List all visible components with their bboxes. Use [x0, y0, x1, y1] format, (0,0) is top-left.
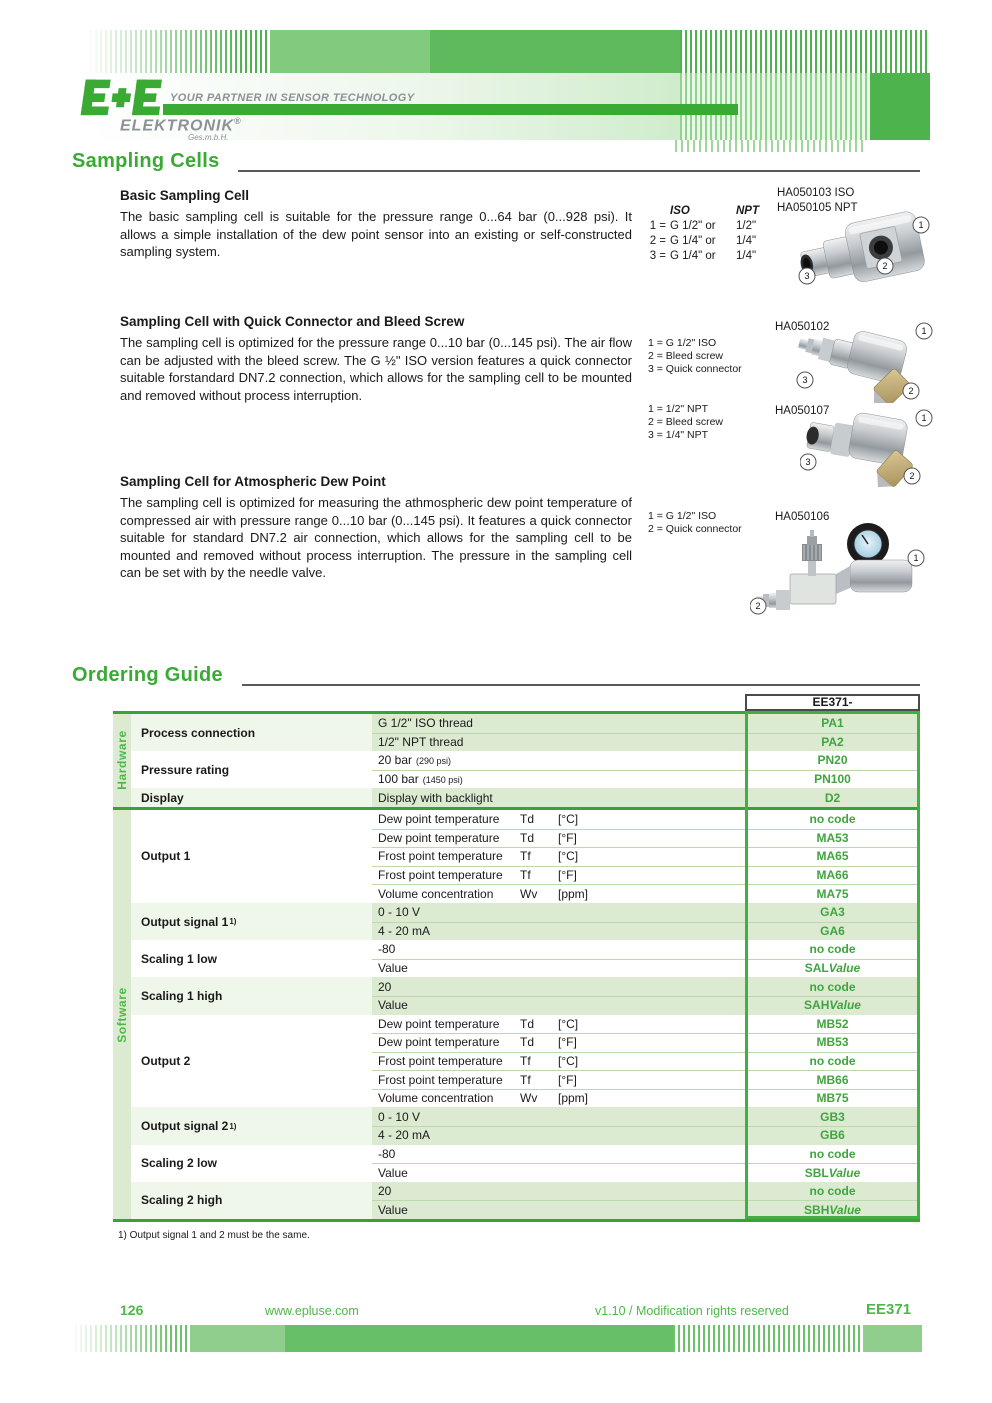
option-row: [372, 810, 920, 829]
header-banner-top: [85, 30, 930, 73]
option-desc: Dew point temperature Td [°F]: [372, 829, 745, 848]
legend-ha050106: 1 = G 1/2" ISO 2 = Quick connector: [648, 510, 742, 535]
product-photo-atmospheric-cell: [750, 518, 930, 618]
order-code: no code: [745, 810, 920, 829]
option-group: [131, 1145, 920, 1182]
banner-block-right: [870, 73, 930, 140]
option-row: [372, 788, 920, 807]
legend-ha050107: 1 = 1/2" NPT 2 = Bleed screw 3 = 1/4" NPT: [648, 403, 723, 441]
option-row: [372, 770, 920, 789]
option-group: [131, 940, 920, 977]
company-suffix: Ges.m.b.H.: [188, 133, 229, 142]
option-group: [131, 751, 920, 788]
order-code: SAL Value: [745, 959, 920, 978]
option-desc: 20: [372, 977, 745, 996]
ordering-guide-title: Ordering Guide: [72, 664, 223, 686]
option-group: [131, 810, 920, 903]
group-rows: [372, 751, 920, 788]
option-desc: 20: [372, 1182, 745, 1201]
group-rows: [372, 940, 920, 977]
footer-stripes-left: [70, 1325, 190, 1352]
item3-body: The sampling cell is optimized for measuring the athmospheric dew point temperature of compressed air with pressure range 0...10 bar (0...145 psi). It features a quick connector suitable for standard DN7.2 air connection, which allows for the sampling cell to be mounted and removed without process interruption. The pressure in the sampling cell can be set with by the needle valve.: [120, 495, 632, 581]
order-code: GB6: [745, 1126, 920, 1145]
footer-block-right: [863, 1325, 922, 1352]
svg-text:2: 2: [908, 386, 914, 396]
group-rows: [372, 903, 920, 940]
page-number: 126: [120, 1302, 144, 1318]
option-desc: Dew point temperature Td [°F]: [372, 1033, 745, 1052]
option-desc: Frost point temperature Tf [°F]: [372, 866, 745, 885]
option-group: [131, 714, 920, 751]
option-row: [372, 1089, 920, 1108]
option-row: [372, 940, 920, 959]
option-row: [372, 847, 920, 866]
group-label: Output 1: [131, 810, 372, 903]
section-groups: [131, 714, 920, 807]
registered-mark: ®: [234, 116, 242, 126]
svg-text:2: 2: [882, 261, 888, 271]
option-row: [372, 977, 920, 996]
ordering-section-software: [113, 807, 920, 1219]
option-desc: Value: [372, 959, 745, 978]
option-row: [372, 733, 920, 752]
option-desc: 20 bar (290 psi): [372, 751, 745, 770]
group-rows: [372, 1107, 920, 1144]
order-code: GA6: [745, 922, 920, 941]
footer-banner: [70, 1325, 922, 1352]
product-code-ha050106: HA050106: [775, 511, 830, 523]
item2-heading: Sampling Cell with Quick Connector and Bleed Screw: [120, 314, 465, 329]
order-code: PA2: [745, 733, 920, 752]
iso-npt-legend: [636, 204, 776, 264]
option-row: [372, 1126, 920, 1145]
option-row: [372, 714, 920, 733]
option-group: [131, 1107, 920, 1144]
ordering-footnote: 1) Output signal 1 and 2 must be the same.: [118, 1230, 310, 1241]
option-row: [372, 1145, 920, 1164]
footer-block-light: [190, 1325, 285, 1352]
group-rows: [372, 977, 920, 1014]
order-code: no code: [745, 1182, 920, 1201]
logo-underline-bar: [163, 104, 738, 115]
legend-header-row: [636, 204, 776, 219]
option-row: [372, 866, 920, 885]
order-code: D2: [745, 788, 920, 807]
banner-block-light: [270, 30, 430, 73]
order-code: MB52: [745, 1015, 920, 1034]
banner-block-green: [430, 30, 680, 73]
option-desc: Value: [372, 996, 745, 1015]
order-code: GA3: [745, 903, 920, 922]
footer-block-green: [285, 1325, 673, 1352]
option-desc: Display with backlight: [372, 788, 745, 807]
order-code: MA53: [745, 829, 920, 848]
version-note: v1.10 / Modification rights reserved: [595, 1304, 789, 1318]
group-label: Scaling 1 high: [131, 977, 372, 1014]
footer-stripes-right: [673, 1325, 863, 1352]
group-rows: [372, 1015, 920, 1108]
order-code: MA65: [745, 847, 920, 866]
group-label: Scaling 2 high: [131, 1182, 372, 1219]
model-prefix-box: EE371-: [745, 694, 920, 711]
option-desc: 100 bar (1450 psi): [372, 770, 745, 789]
ordering-guide-rule: [242, 684, 920, 686]
group-label: Pressure rating: [131, 751, 372, 788]
order-code: no code: [745, 940, 920, 959]
order-code: no code: [745, 1145, 920, 1164]
group-label: Output signal 1 1): [131, 903, 372, 940]
order-code: PN100: [745, 770, 920, 789]
option-row: [372, 1033, 920, 1052]
svg-text:1: 1: [918, 220, 924, 230]
group-label: Scaling 1 low: [131, 940, 372, 977]
product-photo-basic-cell: [795, 200, 930, 295]
banner-comb-ticks: [675, 140, 865, 152]
legend-row: 2 = G 1/4" or 1/4": [649, 235, 757, 247]
section-strip-label: Hardware: [115, 730, 129, 791]
legend-header-iso: ISO: [670, 205, 690, 217]
option-row: [372, 959, 920, 978]
option-desc: 0 - 10 V: [372, 903, 745, 922]
option-row: [372, 751, 920, 770]
order-code: MA75: [745, 884, 920, 903]
legend-row: 3 = G 1/4" or 1/4": [649, 250, 757, 262]
option-row: [372, 922, 920, 941]
option-desc: Dew point temperature Td [°C]: [372, 1015, 745, 1034]
option-row: [372, 884, 920, 903]
group-rows: [372, 714, 920, 751]
svg-text:1: 1: [913, 553, 919, 563]
legend-row: 1 = G 1/2" or 1/2": [649, 220, 757, 232]
svg-text:3: 3: [802, 375, 808, 385]
order-code: SAH Value: [745, 996, 920, 1015]
option-row: [372, 1052, 920, 1071]
item2-body: The sampling cell is optimized for the pressure range 0...10 bar (0...145 psi). The air flow can be adjusted with the bleed screw. The G ½" ISO version features a quick connector suitable forstandard DN7.2 connection, which allows for the sampling cell to be mounted and removed without process interruption.: [120, 335, 632, 403]
option-row: [372, 1015, 920, 1034]
group-label: Scaling 2 low: [131, 1145, 372, 1182]
svg-text:3: 3: [804, 271, 810, 281]
product-photo-quick-connector-iso: [793, 318, 933, 403]
group-rows: [372, 788, 920, 807]
group-label: Output signal 2 1): [131, 1107, 372, 1144]
option-row: [372, 1163, 920, 1182]
option-desc: 1/2" NPT thread: [372, 733, 745, 752]
sampling-cells-rule: [238, 170, 920, 172]
option-desc: G 1/2" ISO thread: [372, 714, 745, 733]
section-groups: [131, 810, 920, 1219]
group-label: Display: [131, 788, 372, 807]
option-desc: 4 - 20 mA: [372, 922, 745, 941]
group-label: Output 2: [131, 1015, 372, 1108]
banner-stripes-left: [85, 30, 270, 73]
option-row: [372, 1182, 920, 1201]
product-photo-quick-connector-npt: [800, 402, 933, 487]
item1-heading: Basic Sampling Cell: [120, 188, 250, 203]
option-desc: Frost point temperature Tf [°C]: [372, 847, 745, 866]
option-row: [372, 1070, 920, 1089]
svg-text:1: 1: [921, 326, 927, 336]
svg-text:2: 2: [909, 471, 915, 481]
order-code: MA66: [745, 866, 920, 885]
option-row: [372, 903, 920, 922]
ordering-section-hardware: [113, 711, 920, 807]
order-code: no code: [745, 1052, 920, 1071]
product-code-basic-cell: HA050103 ISO HA050105 NPT: [777, 187, 858, 214]
legend-header-npt: NPT: [736, 205, 759, 217]
item3-heading: Sampling Cell for Atmospheric Dew Point: [120, 474, 386, 489]
section-strip: [113, 714, 131, 807]
order-code: GB3: [745, 1107, 920, 1126]
product-code-ha050107: HA050107: [775, 405, 830, 417]
logo-tagline: YOUR PARTNER IN SENSOR TECHNOLOGY: [170, 92, 415, 104]
option-row: [372, 996, 920, 1015]
group-label: Process connection: [131, 714, 372, 751]
option-desc: Value: [372, 1163, 745, 1182]
order-code: SBL Value: [745, 1163, 920, 1182]
svg-text:1: 1: [921, 413, 927, 423]
website-link: www.epluse.com: [265, 1304, 359, 1318]
option-desc: Volume concentration Wv [ppm]: [372, 884, 745, 903]
order-code: SBH Value: [745, 1200, 920, 1219]
legend-ha050102: 1 = G 1/2" ISO 2 = Bleed screw 3 = Quick connector: [648, 337, 742, 375]
product-code-ha050102: HA050102: [775, 321, 830, 333]
option-desc: 4 - 20 mA: [372, 1126, 745, 1145]
option-group: [131, 1182, 920, 1219]
sampling-cells-title: Sampling Cells: [72, 150, 220, 172]
group-rows: [372, 1182, 920, 1219]
option-desc: 0 - 10 V: [372, 1107, 745, 1126]
option-row: [372, 829, 920, 848]
svg-text:3: 3: [805, 457, 811, 467]
option-desc: -80: [372, 1145, 745, 1164]
order-code: PA1: [745, 714, 920, 733]
option-desc: -80: [372, 940, 745, 959]
ee-logo: [78, 76, 170, 120]
group-rows: [372, 810, 920, 903]
item1-body: The basic sampling cell is suitable for the pressure range 0...64 bar (0...928 psi). It allows a simple installation of the dew point sensor into an existing or self-constructed sampling system.: [120, 209, 632, 260]
option-desc: Frost point temperature Tf [°F]: [372, 1070, 745, 1089]
order-code: PN20: [745, 751, 920, 770]
order-code: no code: [745, 977, 920, 996]
section-strip-label: Software: [115, 986, 129, 1043]
svg-text:2: 2: [755, 601, 761, 611]
option-desc: Frost point temperature Tf [°C]: [372, 1052, 745, 1071]
option-desc: Volume concentration Wv [ppm]: [372, 1089, 745, 1108]
option-group: [131, 977, 920, 1014]
option-row: [372, 1200, 920, 1219]
group-rows: [372, 1145, 920, 1182]
option-group: [131, 1015, 920, 1108]
ordering-table: [113, 711, 920, 1222]
option-group: [131, 903, 920, 940]
order-code: MB66: [745, 1070, 920, 1089]
model-label: EE371: [866, 1301, 912, 1318]
option-desc: Dew point temperature Td [°C]: [372, 810, 745, 829]
order-code: MB53: [745, 1033, 920, 1052]
option-row: [372, 1107, 920, 1126]
banner-stripes-right: [680, 30, 930, 73]
section-strip: [113, 810, 131, 1219]
option-desc: Value: [372, 1200, 745, 1219]
order-code: MB75: [745, 1089, 920, 1108]
company-name: ELEKTRONIK®: [120, 116, 242, 135]
option-group: [131, 788, 920, 807]
